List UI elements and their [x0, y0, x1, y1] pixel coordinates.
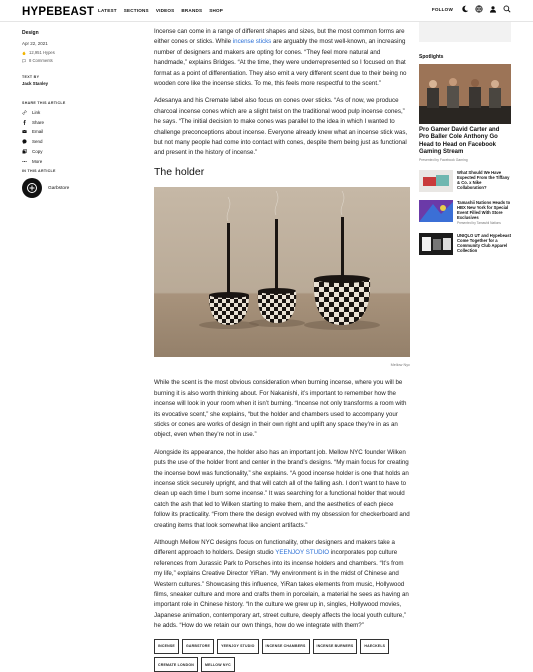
share-send[interactable] [22, 139, 122, 144]
tag-incense[interactable]: INCENSE [154, 639, 179, 654]
nav-shop[interactable]: SHOP [209, 8, 224, 13]
text-by-label: TEXT BY [22, 75, 40, 79]
paragraph-3: While the scent is the most obvious consideration when burning incense, where you will be burning it is also worth thinking about. For Nakanishi, it’s important to remember how the incense will look in your room when it isn’t burning. “Incense not only transforms a room with its evocative scent,” she explains, “but the holder and chambers used to accompany your sticks or cones are works of design in their own right and uplift any space they’re in as an object, even when they’re not in use.” [154, 379, 407, 439]
share-link-label: Link [32, 109, 41, 115]
paragraph-1 [154, 27, 410, 89]
share-send-label: Send [32, 139, 43, 145]
tag-yeenjoy-studio[interactable]: YEENJOY STUDIO [217, 639, 258, 654]
share-facebook[interactable] [22, 120, 122, 125]
p1-text-a: Incense can come in a range of different shapes and sizes, but the most common forms are either cones or sticks. While [154, 28, 405, 46]
nav-brands[interactable]: BRANDS [181, 8, 203, 13]
incense-holders-image [154, 187, 410, 357]
share-email-label: Email [32, 129, 44, 135]
comment-count[interactable] [22, 58, 122, 63]
spotlight-thumb-3 [419, 233, 453, 255]
top-navigation [0, 0, 533, 22]
spotlights-heading: Spotlights [419, 54, 444, 60]
more-icon [22, 159, 27, 164]
spotlight-hero-illustration [419, 64, 511, 124]
nav-videos[interactable]: VIDEOS [155, 8, 175, 13]
article-body [154, 27, 410, 672]
author-name[interactable]: Jack Stanley [22, 81, 49, 86]
ad-placeholder [419, 22, 511, 42]
share-email[interactable] [22, 129, 122, 134]
p1-text-b: are arguably the most well-known, an increasing number of designers and makers are opting for cones. “They feel more natural and handmade,” explains Bridges. “At the time, they were underrepresented so I focused on that format as a point of differentiation. They also emit a very different scent due to their being no wooden core like the incense sticks. To me, this feels more respectful to the scent.” [154, 38, 407, 88]
hypebeast-logo[interactable]: HYPEBEAST [22, 6, 95, 18]
follow-button[interactable]: FOLLOW [431, 6, 453, 12]
paragraph-4: Alongside its appearance, the holder also has an important job. Mellow NYC founder Wilken puts the use of the holder front and center in the brand’s designs. “My main focus for creating the incense bowl was functionality,” she explains. “A good incense holder is one that holds an incense stick securely upright, and that will catch all of the falling ash. I don’t want to have to clean up each time I burn some incense.” It was searching for a functional holder that would catch the ash that led to Wilken starting to make them, and the aesthetics of each piece follow its practicality. “From there the design evolved with my obsession for checkerboard and creating items that look somewhat like ancient artifacts.” [154, 448, 410, 529]
nav-actions [432, 5, 511, 13]
spotlight-thumb-2 [419, 200, 453, 222]
tag-mellow-nyc[interactable]: MELLOW NYC [201, 657, 235, 672]
paragraph-5 [154, 538, 410, 632]
yeenjoy-studio-link[interactable]: YEENJOY STUDIO [275, 549, 330, 557]
search-icon[interactable] [503, 5, 511, 13]
spotlight-item-1[interactable] [419, 170, 511, 192]
spotlight-sponsor-2: Presented by Tamashii Nations [457, 220, 501, 225]
main-nav [98, 8, 223, 13]
in-this-article-label: IN THIS ARTICLE [22, 169, 56, 173]
facebook-icon [22, 120, 27, 125]
tag-garbstore[interactable]: GARBSTORE [182, 639, 214, 654]
tag-incense-chambers[interactable]: INCENSE CHAMBERS [262, 639, 310, 654]
share-panel [22, 101, 122, 164]
spotlight-thumb-1 [419, 170, 453, 192]
share-link[interactable] [22, 110, 122, 115]
incense-sticks-link[interactable]: incense sticks [232, 38, 272, 46]
link-icon [22, 110, 27, 115]
section-label[interactable]: Design [22, 30, 39, 36]
garbstore-logo [22, 178, 42, 198]
spotlight-hero-sponsor: Presented by Facebook Gaming [419, 157, 468, 162]
sidebar [419, 22, 511, 255]
spotlight-item-2[interactable] [419, 200, 511, 225]
brand-name: Garbstore [48, 185, 70, 191]
in-this-article [22, 169, 122, 198]
spotlight-hero-image[interactable] [419, 64, 511, 124]
spotlight-title-3: UNIQLO UT and Hypebeast Come Together for a Community Club Apparel Collection [457, 232, 511, 253]
image-credit: Mellow Nyc [390, 362, 410, 367]
copy-icon [22, 149, 27, 154]
share-more[interactable] [22, 159, 122, 164]
tag-haeckels[interactable]: HAECKELS [360, 639, 389, 654]
user-icon[interactable] [489, 5, 497, 13]
section-heading: The holder [154, 165, 205, 178]
spotlight-title-2: Tamashii Nations Heads to HBX New York for Special Event Filled With Store Exclusives [457, 199, 511, 220]
tag-cremate-london[interactable]: CREMATE LONDON [154, 657, 198, 672]
messenger-icon [22, 139, 27, 144]
email-icon [22, 129, 27, 134]
nav-sections[interactable]: SECTIONS [123, 8, 149, 13]
paragraph-2: Adesanya and his Cremate label also focus on cones over sticks. “As of now, we produce charcoal incense cones which are a slight twist on the traditional wood pulp incense cones,” he says. “The initial decision to make cones was parallel to the idea in which I wanted to challenge preconceptions about incense. Everyone already knew what an incense stick was, but not many people had come into contact with cones, despite them being just as functional and present in the history of incense.” [154, 97, 408, 157]
brand-garbstore[interactable] [22, 178, 122, 198]
moon-icon[interactable] [461, 5, 469, 13]
share-more-label: More [32, 158, 43, 164]
share-copy-label: Copy [32, 148, 43, 154]
tag-incense-burners[interactable]: INCENSE BURNERS [313, 639, 358, 654]
hype-count[interactable] [22, 50, 122, 55]
article-meta [22, 30, 122, 86]
tag-list [154, 639, 410, 672]
globe-icon[interactable] [475, 5, 483, 13]
comment-icon [22, 59, 26, 63]
spotlight-item-3[interactable] [419, 233, 511, 255]
share-copy[interactable] [22, 149, 122, 154]
comment-count-text: 8 Comments [29, 58, 53, 63]
publish-date: Apr 22, 2021 [22, 41, 48, 46]
hype-count-text: 12,951 Hypes [29, 50, 55, 55]
nav-latest[interactable]: LATEST [98, 8, 117, 13]
spotlight-hero-title[interactable]: Pro Gamer David Carter and Pro Baller Cole Anthony Go Head to Head on Facebook Gaming Stream [419, 127, 500, 156]
share-label: SHARE THIS ARTICLE [22, 101, 66, 105]
share-facebook-label: Share [32, 119, 45, 125]
flame-icon [22, 51, 26, 55]
spotlight-title-1: What Should We Have Expected From the Tiffany & Co. x Nike Collaboration? [457, 169, 510, 190]
p5-text-b: incorporates pop culture references from Jurassic Park to Porsches into its incense holders and chambers. “It’s from my life,” explains Creative Director YiRan. “My environment is in the midst of Chinese and Western cultures.” Showcasing this influence, YiRan takes elements from music, Hollywood films, sneaker culture and more and crafts them in porcelain, a material he sees as having an important role in Chinese history. “In the culture we grew up in, singles, Hollywood movies, Japanese animation, contemporary art, street culture, deeply affects the local youth culture,” he adds. “How do we retain our own things, how do we integrate with them?” [154, 549, 409, 630]
incense-holders-illustration [154, 187, 410, 357]
p5-text-a: Although Mellow NYC designs focus on functionality, other designers and makers take a different approach to holders. Design studio [154, 538, 395, 557]
